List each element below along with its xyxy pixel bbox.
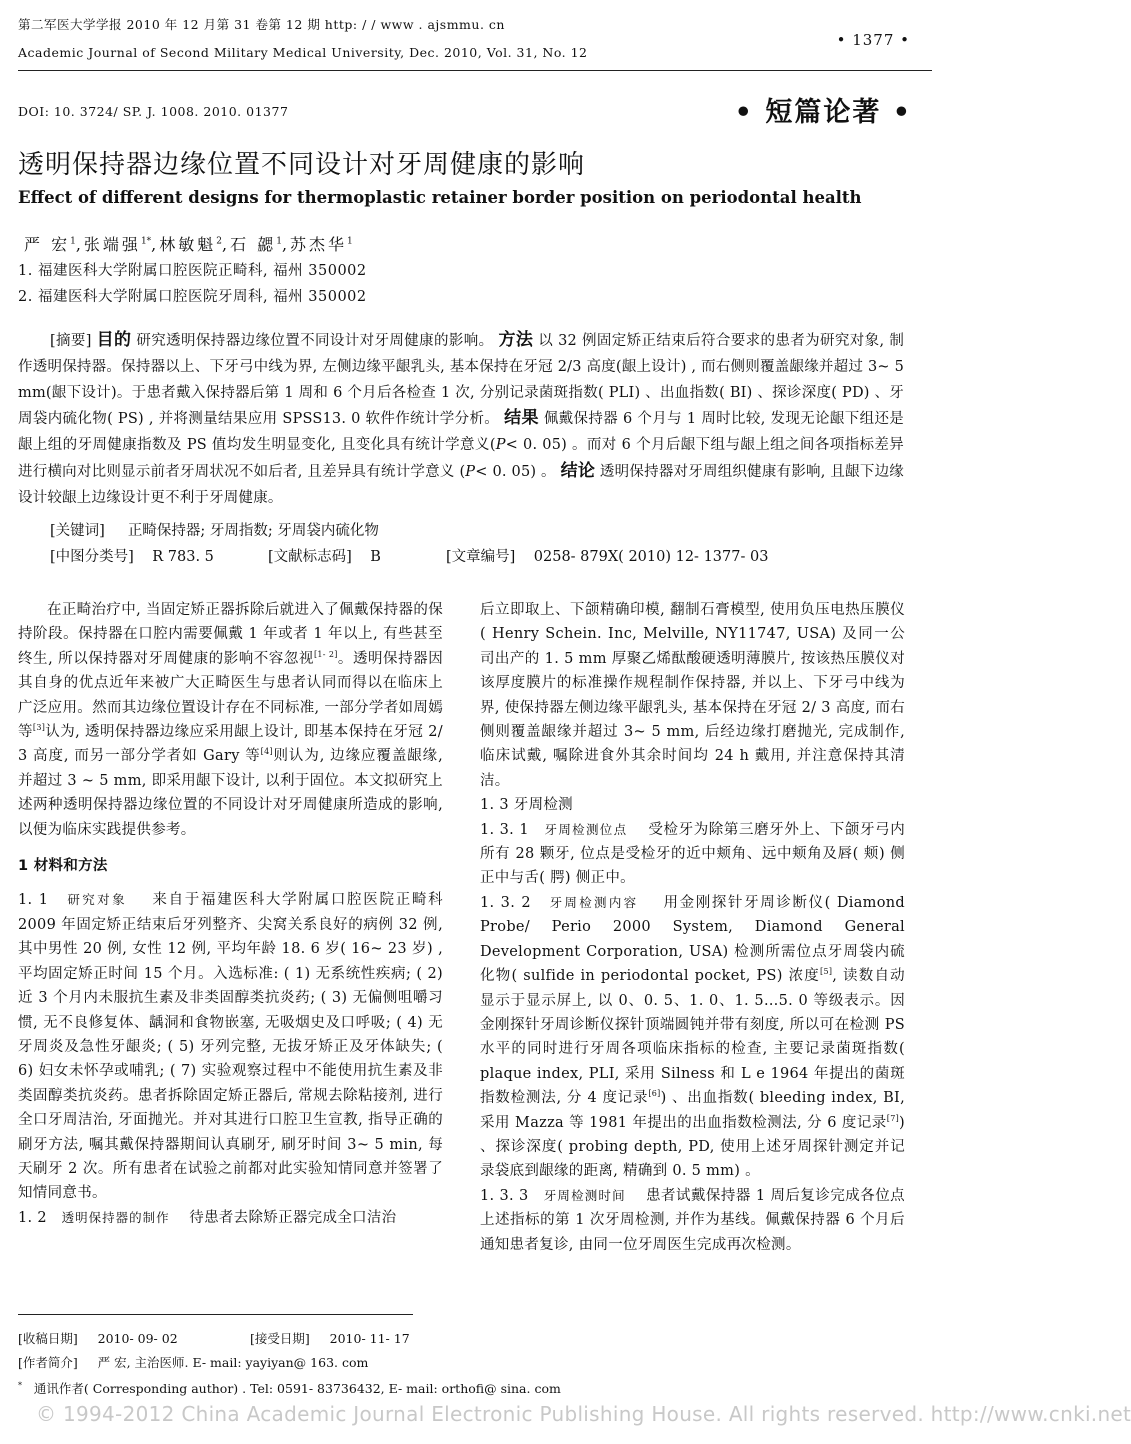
- author-separator: ,: [222, 235, 231, 254]
- clc-value: R 783. 5: [152, 549, 214, 565]
- right-column: [480, 598, 905, 1257]
- corresponding-mark: *: [18, 1380, 22, 1390]
- doc-code-line: [268, 544, 381, 570]
- doi: DOI: 10. 3724/ SP. J. 1008. 2010. 01377: [18, 104, 289, 119]
- citation: [1- 2]: [313, 649, 338, 659]
- clc-label: [中图分类号]: [50, 549, 134, 565]
- header-rule: [18, 70, 932, 71]
- author-affiliation-mark: 1*: [140, 236, 152, 247]
- subsection-body-c: ) 、出血指数( bleeding index, BI, 采用 Mazza 等 1981 年提出的出血指数检测法, 分 6 度记录: [480, 1090, 905, 1131]
- subsection-1-2-continued: 后立即取上、下颌精确印模, 翻制石膏模型, 使用负压电热压膜仪( Henry Schein. Inc, Melville, NY11747, USA) 及同一公司出产的 1. 5 mm 厚聚乙烯酞酸硬透明薄膜片, 按该热压膜仪对该厚度膜片的标准操作规程制作保持器, 并以上、下牙弓中线为界, 使保持器左侧边缘平龈乳头, 基本保持在牙冠 2/ 3 高度, 而右侧则覆盖龈缘并超过 3~ 5 mm, 后经边缘打磨抛光, 完成制作, 临床试戴, 嘱除进食外其余时间均 24 h 戴用, 并注意保持其清洁。: [480, 602, 905, 789]
- author-affiliation-mark: 1: [276, 236, 282, 247]
- citation: [3]: [32, 723, 46, 733]
- subsection-1-3-heading: 1. 3 牙周检测: [480, 797, 573, 814]
- subsection-1-3-3: [480, 1184, 905, 1257]
- subsection-1-3-1: [480, 818, 905, 891]
- accepted-label: [接受日期]: [250, 1331, 310, 1346]
- subsection-body: 来自于福建医科大学附属口腔医院正畸科 2009 年固定矫正结束后牙列整齐、尖窝关系良好的病例 32 例, 其中男性 20 例, 女性 12 例, 平均年龄 18. 6 岁( 16~ 23 岁) , 平均固定矫正时间 15 个月。入选标准: ( 1) 无系统性疾病; ( 2) 近 3 个月内未服抗生素及非类固醇类抗炎药; ( 3) 无偏侧咀嚼习惯, 无不良修复体、龋洞和食物嵌塞, 无吸烟史及口呼吸; ( 4) 无牙周炎及急性牙龈炎; ( 5) 牙列完整, 无拔牙矫正及牙体缺失; ( 6) 妇女未怀孕或哺乳; ( 7) 实验观察过程中不能使用抗生素及非类固醇类抗炎药。患者拆除固定矫正器后, 常规去除粘接剂, 进行全口牙周洁治, 牙面抛光。并对其进行口腔卫生宣教, 指导正确的刷牙方法, 嘱其戴保持器期间认真刷牙, 刷牙时间 3~ 5 min, 每天刷牙 2 次。所有患者在试验之前都对此实验知情同意并签署了知情同意书。: [18, 892, 443, 1202]
- subsection-body-d: ) 、探诊深度( probing depth, PD, 使用上述牙周探针测定并记录袋底到龈缘的距离, 精确到 0. 5 mm) 。: [480, 1114, 905, 1180]
- abstract-results-b: < 0. 05) 。而对 6 个月后龈下组与龈上组之间各项指标差异进行横向对比则显示前者牙周状况不如后者, 且差异具有统计学意义 (: [18, 437, 904, 480]
- subsection-title: 研究对象: [67, 892, 128, 908]
- subsection-1-3-2: [480, 891, 905, 1184]
- abstract-results-keyword: 结果: [504, 408, 539, 429]
- intro-text-c: 认为, 透明保持器边缘应采用龈上设计, 即基本保持在牙冠 2/ 3 高度, 而另一部分学者如 Gary 等: [18, 724, 443, 765]
- subsection-1-1: [18, 888, 443, 1205]
- author-name: 张端强: [83, 235, 141, 254]
- subsection-title: 牙周检测位点: [544, 821, 628, 837]
- left-column: [18, 598, 443, 1230]
- corresponding-author: 通讯作者( Corresponding author) . Tel: 0591- 83736432, E- mail: orthofi@ sina. com: [33, 1381, 561, 1396]
- subsection-body: 受检牙为除第三磨牙外上、下颌牙弓内所有 28 颗牙, 位点是受检牙的近中颊角、远中颊角及唇( 颊) 侧正中与舌( 腭) 侧正中。: [480, 821, 905, 887]
- abstract-results-a: 佩戴保持器 6 个月与 1 周时比较, 发现无论龈下组还是龈上组的牙周健康指数及 PS 值均发生明显变化, 且变化具有统计学意义(: [18, 411, 905, 454]
- author-name: 苏杰华: [290, 235, 348, 254]
- intro-text-d: 则认为, 边缘应覆盖龈缘, 并超过 3 ~ 5 mm, 即采用龈下设计, 以利于固位。本文拟研究上述两种透明保持器边缘位置的不同设计对牙周健康所造成的影响, 以便为临床实践提供参考。: [18, 748, 443, 838]
- doc-code-label: [文献标志码]: [268, 549, 352, 565]
- abstract: [18, 328, 904, 512]
- received-date-line: [18, 1328, 178, 1350]
- corresponding-author-line: [18, 1378, 561, 1400]
- journal-header-en: Academic Journal of Second Military Medical University, Dec. 2010, Vol. 31, No. 12: [18, 45, 588, 60]
- citation: [4]: [260, 747, 273, 757]
- subsection-title: 透明保持器的制作: [61, 1209, 170, 1225]
- title-en: Effect of different designs for thermoplastic retainer border position on periodontal health: [18, 188, 862, 207]
- subsection-body-b: , 读数自动显示于显示屏上, 以 0、0. 5、1. 0、1. 5…5. 0 等级表示。因金刚探针牙周诊断仪探针顶端圆钝并带有刻度, 所以可在检测 PS 水平的同时进行牙周各项临床指标的检查, 主要记录菌斑指数( plaque index, PLI, 采用 Silness 和 L e 1964 年提出的菌斑指数检测法, 分 4 度记录: [480, 968, 905, 1107]
- citation: [6]: [648, 1089, 661, 1099]
- intro-text-a: 在正畸治疗中, 当固定矫正器拆除后就进入了佩戴保持器的保持阶段。保持器在口腔内需要佩戴 1 年或者 1 年以上, 有些甚至终生, 所以保持器对牙周健康的影响不容忽视: [18, 602, 443, 667]
- subsection-1-2: [18, 1206, 443, 1230]
- author-list: [24, 232, 353, 255]
- abstract-conclusion-keyword: 结论: [560, 460, 596, 481]
- author-affiliation-mark: 2: [216, 236, 223, 247]
- abstract-conclusion: 透明保持器对牙周组织健康有影响, 且龈下边缘设计较龈上边缘设计更不利于牙周健康。: [18, 463, 904, 506]
- journal-header-cn: 第二军医大学学报 2010 年 12 月第 31 卷第 12 期 http: / / www . ajsmmu. cn: [18, 17, 505, 32]
- affiliations: [18, 258, 367, 310]
- citation: [5]: [820, 967, 833, 977]
- subsection-number: 1. 3. 2: [480, 894, 531, 911]
- subsection-body: 患者试戴保持器 1 周后复诊完成各位点上述指标的第 1 次牙周检测, 并作为基线。佩戴保持器 6 个月后通知患者复诊, 由同一位牙周医生完成再次检测。: [480, 1187, 905, 1253]
- keywords-value: 正畸保持器; 牙周指数; 牙周袋内硫化物: [127, 523, 379, 539]
- affiliation-2: 2. 福建医科大学附属口腔医院牙周科, 福州 350002: [18, 289, 367, 305]
- subsection-title: 牙周检测内容: [549, 894, 639, 910]
- accepted-date: 2010- 11- 17: [329, 1331, 410, 1346]
- title-cn: 透明保持器边缘位置不同设计对牙周健康的影响: [18, 150, 586, 180]
- intro-paragraph: [18, 598, 443, 842]
- abstract-objective: 研究透明保持器边缘位置不同设计对牙周健康的影响。: [136, 333, 494, 349]
- author-affiliation-mark: 1: [70, 236, 76, 247]
- keywords-label: [关键词]: [50, 523, 105, 539]
- doc-code-value: B: [370, 549, 381, 565]
- abstract-p-symbol: P: [495, 437, 506, 454]
- intro-text-b: 。透明保持器因其自身的优点近年来被广大正畸医生与患者认同而得以在临床上广泛应用。然而其边缘位置设计存在不同标准, 一部分学者如周嫣等: [18, 650, 443, 741]
- author-bio: 严 宏, 主治医师. E- mail: yayiyan@ 163. com: [97, 1355, 369, 1370]
- affiliation-1: 1. 福建医科大学附属口腔医院正畸科, 福州 350002: [18, 263, 367, 279]
- author-affiliation-mark: 1: [347, 236, 353, 247]
- subsection-number: 1. 2: [18, 1209, 47, 1226]
- section-1-heading: 1 材料和方法: [18, 858, 108, 875]
- abstract-methods-keyword: 方法: [498, 330, 534, 350]
- author-separator: ,: [75, 235, 84, 254]
- accepted-date-line: [250, 1328, 410, 1350]
- author-name: 林敏魁: [159, 235, 217, 254]
- abstract-methods: 以 32 例固定矫正结束后符合要求的患者为研究对象, 制作透明保持器。保持器以上、下牙弓中线为界, 左侧边缘平龈乳头, 基本保持在牙冠 2/3 高度(龈上设计) , 而右侧则覆盖龈缘并超过 3~ 5 mm(龈下设计)。于患者戴入保持器后第 1 周和 6 个月后各检查 1 次, 分别记录菌斑指数( PLI) 、出血指数( BI) 、探诊深度( PD) 、牙周袋内硫化物( PS) , 并将测量结果应用 SPSS13. 0 软件作统计学分析。: [18, 333, 905, 428]
- subsection-number: 1. 3. 1: [480, 821, 529, 838]
- subsection-body: 待患者去除矫正器完成全口洁治: [189, 1209, 397, 1226]
- keywords-line: [50, 518, 379, 544]
- subsection-number: 1. 3. 3: [480, 1187, 529, 1204]
- subsection-body-a: 用金刚探针牙周诊断仪( Diamond Probe/ Perio 2000 System, Diamond General Development Corporation, USA) 检测所需位点牙周袋内硫化物( sulfide in periodontal pocket, PS) 浓度: [480, 894, 905, 985]
- citation: [7]: [886, 1113, 900, 1123]
- author-bio-label: [作者简介]: [18, 1355, 78, 1370]
- author-bio-line: [18, 1352, 368, 1374]
- subsection-number: 1. 1: [18, 892, 49, 909]
- abstract-objective-keyword: 目的: [96, 330, 132, 350]
- subsection-title: 牙周检测时间: [543, 1187, 626, 1203]
- copyright-watermark: © 1994-2012 China Academic Journal Electronic Publishing House. All rights reserved. http://www.cnki.net: [36, 1402, 1131, 1426]
- author-separator: ,: [151, 235, 160, 254]
- page-number: • 1377 •: [836, 31, 910, 49]
- author-name: 严 宏: [24, 235, 71, 254]
- abstract-p-symbol: P: [465, 463, 476, 480]
- author-separator: ,: [281, 235, 291, 254]
- abstract-results-c: < 0. 05) 。: [475, 463, 556, 480]
- received-date: 2010- 09- 02: [97, 1331, 178, 1346]
- article-number-line: [446, 544, 768, 570]
- article-number-value: 0258- 879X( 2010) 12- 1377- 03: [533, 549, 769, 565]
- classification-line: [50, 544, 214, 570]
- section-tag: • 短篇论著 •: [734, 97, 912, 128]
- footnote-rule: [18, 1314, 413, 1315]
- abstract-label: [摘要]: [50, 333, 92, 349]
- author-name: 石 勰: [230, 235, 277, 254]
- article-number-label: [文章编号]: [446, 549, 516, 565]
- received-label: [收稿日期]: [18, 1331, 78, 1346]
